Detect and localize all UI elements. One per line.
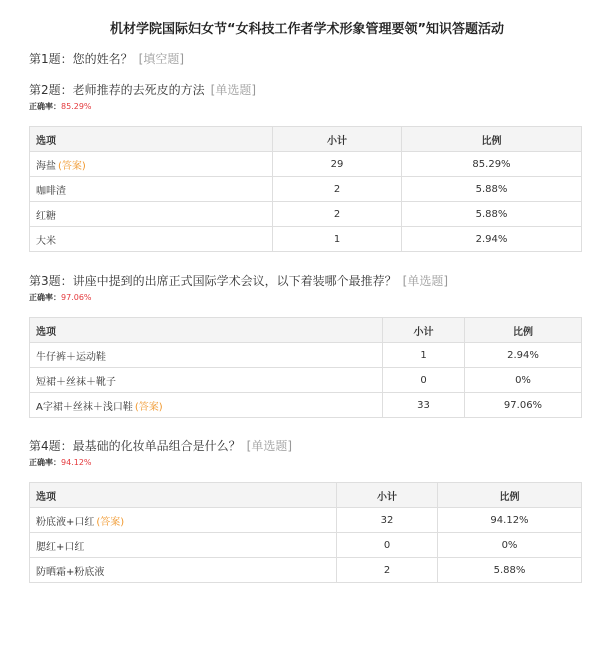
count-cell: 0	[383, 368, 465, 393]
accuracy-label: 正确率：	[29, 293, 61, 302]
answer-tag: (答案)	[58, 160, 86, 172]
ratio-cell: 0%	[465, 368, 582, 393]
table-row	[30, 393, 582, 418]
count-cell: 33	[383, 393, 465, 418]
table-row	[30, 508, 582, 533]
option-cell: 腮红+口红	[30, 533, 337, 558]
accuracy-label: 正确率：	[29, 102, 61, 111]
option-text: A字裙＋丝袜＋浅口鞋	[36, 401, 133, 413]
ratio-cell: 85.29%	[402, 152, 582, 177]
accuracy-label: 正确率：	[29, 458, 61, 467]
question-2-label: 第2题：老师推荐的去死皮的方法	[29, 83, 205, 97]
header-ratio: 比例	[465, 318, 582, 343]
answer-tag: (答案)	[96, 516, 125, 528]
ratio-cell: 5.88%	[402, 202, 582, 227]
table-row	[30, 533, 582, 558]
header-option: 选项	[30, 127, 273, 152]
ratio-cell: 2.94%	[465, 343, 582, 368]
ratio-cell: 94.12%	[438, 508, 582, 533]
option-cell: 咖啡渣	[30, 177, 273, 202]
ratio-cell: 5.88%	[438, 558, 582, 583]
header-count: 小计	[273, 127, 402, 152]
header-ratio: 比例	[402, 127, 582, 152]
table-row	[30, 177, 582, 202]
table-row	[30, 202, 582, 227]
header-count: 小计	[337, 483, 438, 508]
header-option: 选项	[30, 318, 383, 343]
table-row	[30, 152, 582, 177]
question-3-accuracy	[29, 292, 92, 303]
accuracy-value: 94.12%	[61, 458, 92, 467]
option-text: 粉底液+口红	[36, 516, 95, 528]
option-text: 海盐	[36, 160, 56, 172]
option-cell: 防晒霜+粉底液	[30, 558, 337, 583]
question-3-table	[29, 317, 582, 418]
question-2-table	[29, 126, 582, 252]
option-cell: 大米	[30, 227, 273, 252]
header-ratio: 比例	[438, 483, 582, 508]
question-4	[29, 437, 292, 454]
question-4-table	[29, 482, 582, 583]
count-cell: 32	[337, 508, 438, 533]
ratio-cell: 2.94%	[402, 227, 582, 252]
question-4-label: 第4题：最基础的化妆单品组合是什么？	[29, 439, 241, 453]
header-count: 小计	[383, 318, 465, 343]
page-title: 机材学院国际妇女节“女科技工作者学术形象管理要领”知识答题活动	[109, 22, 505, 37]
table-row	[30, 343, 582, 368]
count-cell: 2	[273, 202, 402, 227]
answer-tag: (答案)	[134, 401, 163, 413]
accuracy-value: 97.06%	[61, 293, 92, 302]
option-cell: 短裙＋丝袜＋靴子	[30, 368, 383, 393]
question-1	[29, 50, 184, 67]
header-option: 选项	[30, 483, 337, 508]
option-cell	[30, 152, 273, 177]
count-cell: 1	[273, 227, 402, 252]
accuracy-value: 85.29%	[61, 102, 92, 111]
table-header-row	[30, 483, 582, 508]
table-header-row	[30, 127, 582, 152]
question-4-type: [单选题]	[246, 439, 293, 453]
count-cell: 1	[383, 343, 465, 368]
option-cell: 牛仔裤＋运动鞋	[30, 343, 383, 368]
question-2-type: [单选题]	[210, 83, 257, 97]
table-header-row	[30, 318, 582, 343]
question-3-label: 第3题：讲座中提到的出席正式国际学术会议，以下着装哪个最推荐？	[29, 274, 397, 288]
table-row	[30, 368, 582, 393]
ratio-cell: 0%	[438, 533, 582, 558]
table-row	[30, 558, 582, 583]
question-1-label: 第1题：您的姓名？	[29, 52, 133, 66]
count-cell: 2	[337, 558, 438, 583]
question-3	[29, 272, 448, 289]
option-cell	[30, 508, 337, 533]
count-cell: 0	[337, 533, 438, 558]
question-2-accuracy	[29, 101, 92, 112]
table-row	[30, 227, 582, 252]
question-3-type: [单选题]	[402, 274, 449, 288]
count-cell: 29	[273, 152, 402, 177]
question-4-accuracy	[29, 457, 92, 468]
question-1-type: [填空题]	[138, 52, 185, 66]
ratio-cell: 97.06%	[465, 393, 582, 418]
question-2	[29, 81, 256, 98]
option-cell	[30, 393, 383, 418]
ratio-cell: 5.88%	[402, 177, 582, 202]
count-cell: 2	[273, 177, 402, 202]
option-cell: 红糖	[30, 202, 273, 227]
